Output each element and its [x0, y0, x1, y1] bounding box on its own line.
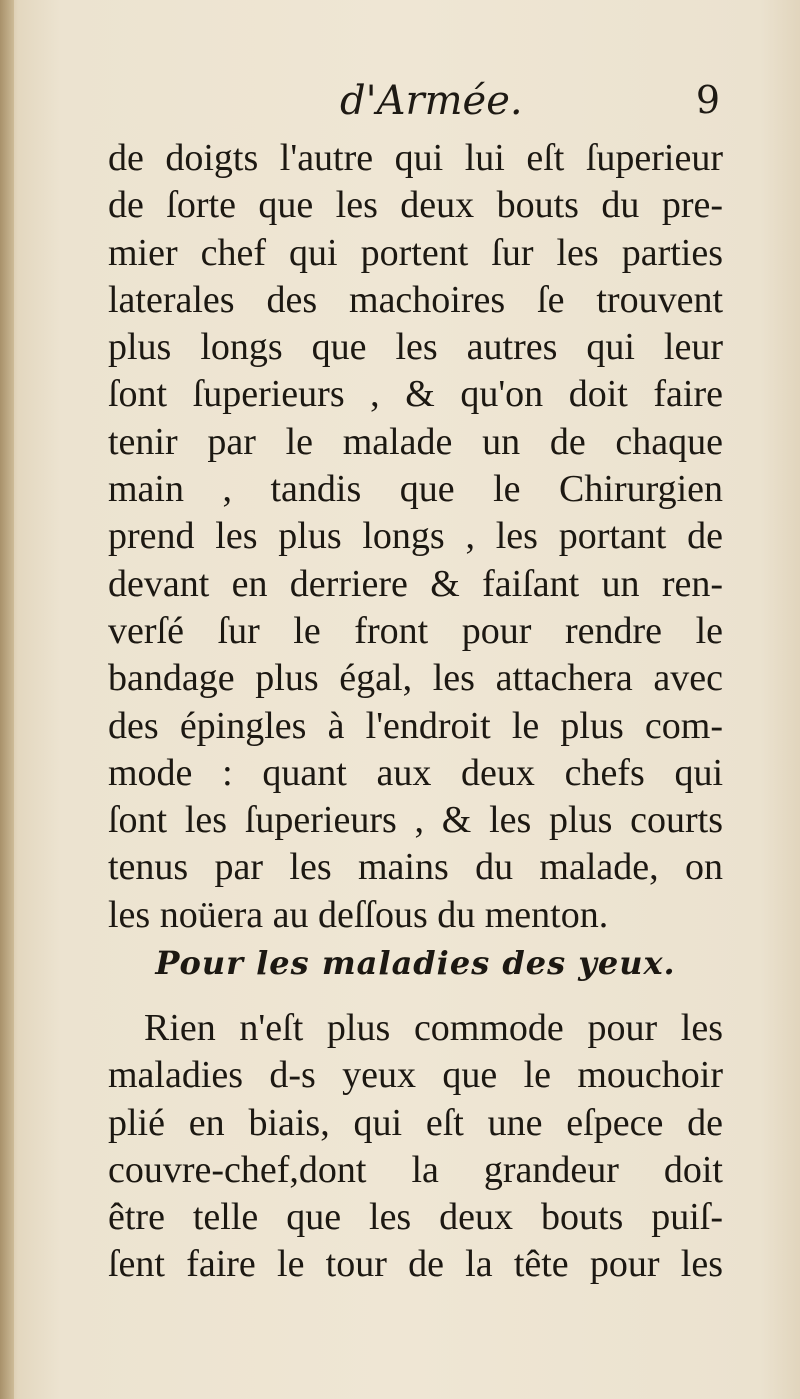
text-line: plus longs que les autres qui leur: [108, 326, 723, 369]
text-line: tenus par les mains du malade, on: [108, 846, 723, 889]
text-line: mode : quant aux deux chefs qui: [108, 751, 723, 794]
section-heading: Pour les maladies des yeux.: [155, 944, 676, 982]
text-line: ſent faire le tour de la tête pour les: [108, 1243, 723, 1286]
text-line: les noüera au deſſous du menton.: [108, 893, 609, 936]
text-line: verſé ſur le front pour rendre le: [108, 609, 723, 652]
paragraph-1: [108, 135, 723, 939]
text-line: plié en biais, qui eſt une eſpece de: [108, 1101, 723, 1144]
text-line: main , tandis que le Chirurgien: [108, 468, 723, 511]
text-line: maladies d-s yeux que le mouchoir: [108, 1054, 723, 1097]
text-line: ſont ſuperieurs , & qu'on doit faire: [108, 373, 723, 416]
text-line: couvre-chef,dont la grandeur doit: [108, 1148, 723, 1191]
text-line: des épingles à l'endroit le plus com-: [108, 704, 723, 747]
running-head: [110, 78, 720, 138]
binding-gutter: [0, 0, 14, 1399]
text-line: de ſorte que les deux bouts du pre-: [108, 184, 723, 227]
text-line: Rien n'eſt plus commode pour les: [144, 1007, 723, 1049]
text-line: de doigts l'autre qui lui eſt ſuperieur: [108, 137, 723, 179]
text-line: devant en derriere & faiſant un ren-: [108, 562, 723, 605]
text-line: bandage plus égal, les attachera avec: [108, 657, 723, 700]
text-line: prend les plus longs , les portant de: [108, 515, 723, 558]
text-line: être telle que les deux bouts puiſ-: [108, 1196, 723, 1239]
text-line: laterales des machoires ſe trouvent: [108, 278, 723, 321]
running-head-title: d'Armée.: [340, 78, 523, 124]
text-line: mier chef qui portent ſur les parties: [108, 231, 723, 274]
page-number: 9: [695, 78, 720, 122]
paragraph-2: [108, 1005, 723, 1289]
text-line: ſont les ſuperieurs , & les plus courts: [108, 799, 723, 842]
text-line: tenir par le malade un de chaque: [108, 420, 723, 463]
